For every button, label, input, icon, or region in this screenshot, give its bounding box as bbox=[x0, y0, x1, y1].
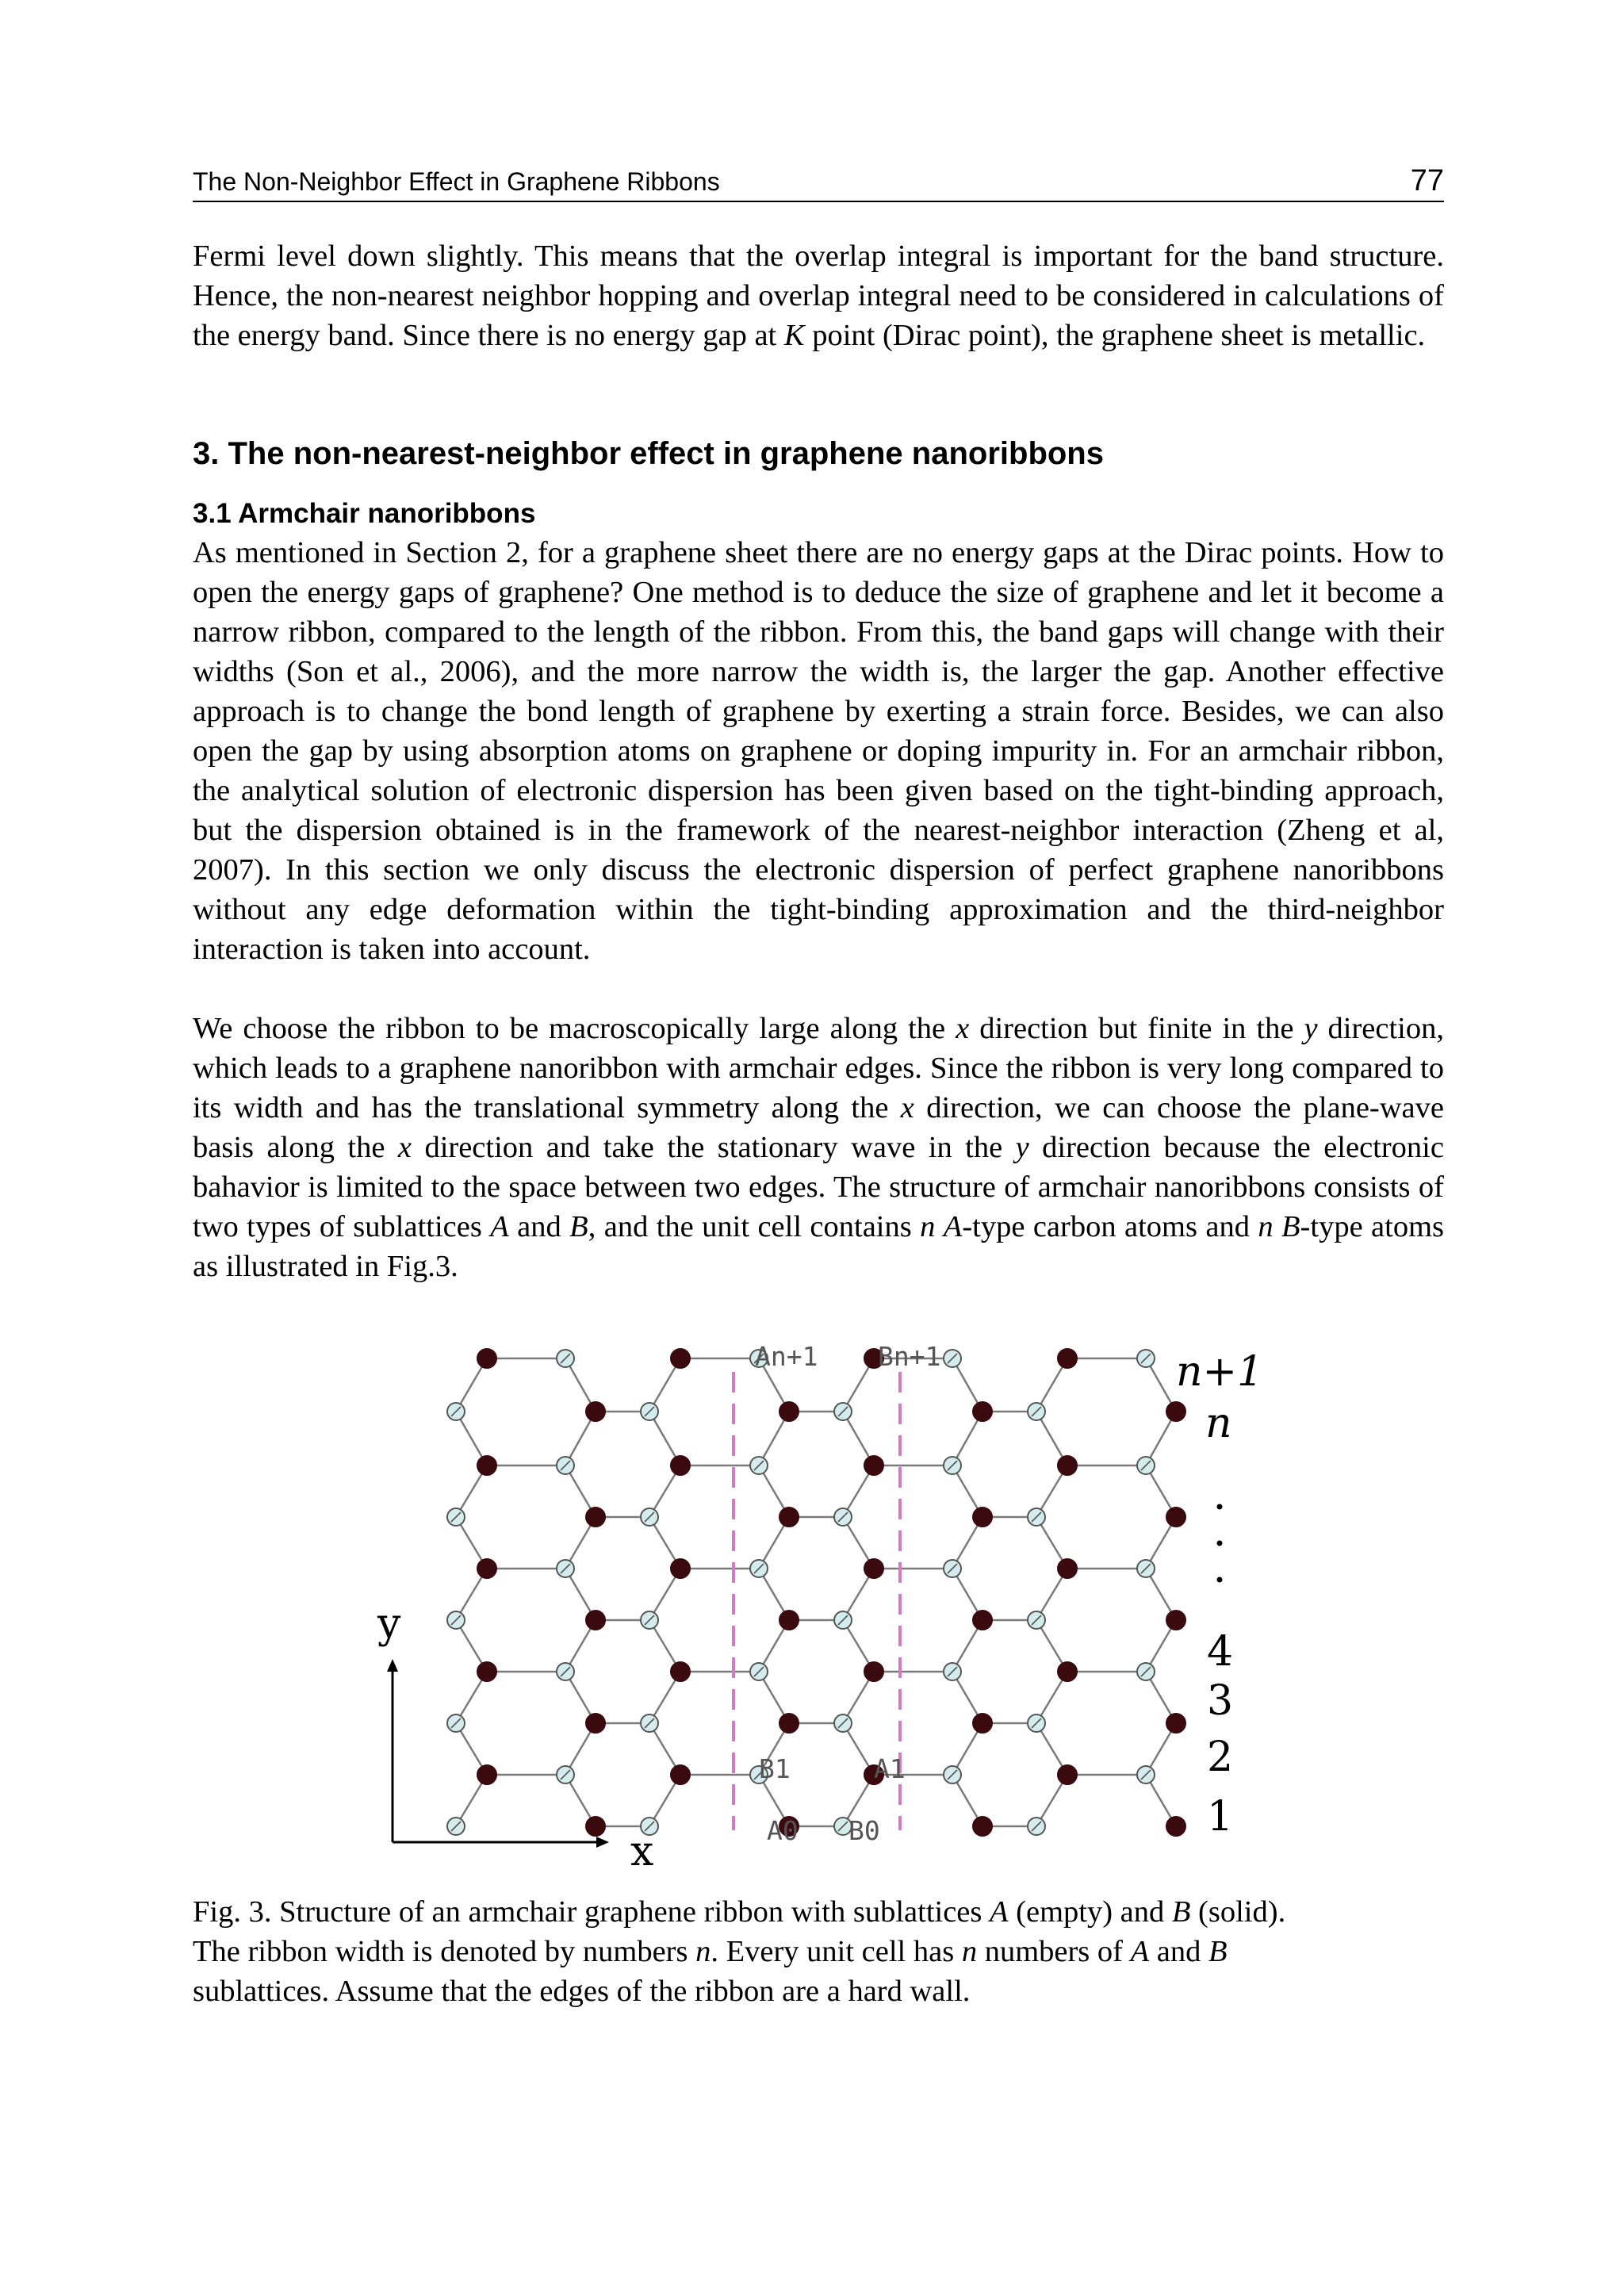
atom-b-solid bbox=[973, 1714, 992, 1733]
subsection-heading: 3.1 Armchair nanoribbons bbox=[193, 498, 536, 529]
atom-b-solid bbox=[671, 1765, 690, 1784]
paragraph-armchair-intro: As mentioned in Section 2, for a graphene sheet there are no energy gaps at the Dirac points. How to open the energy gaps of graphene? One method is to deduce the size of graphene and let it become a narrow ribbon, compared to the length of the ribbon. From this, the band gaps will change with their widths (Son et al., 2006), and the more narrow the width is, the larger the gap. Another effective approach is to change the bond length of graphene by exerting a strain force. Besides, we can also open the gap by using absorption atoms on graphene or doping impurity in. For an armchair ribbon, the analytical solution of electronic dispersion has been given based on the tight-binding approach, but the dispersion obtained is in the framework of the nearest-neighbor interaction (Zheng et al, 2007). In this section we only discuss the electronic dispersion of perfect graphene nanoribbons without any edge deformation within the tight-binding approximation and the third-neighbor interaction is taken into account. bbox=[193, 536, 1444, 966]
atom-b-solid bbox=[973, 1508, 992, 1527]
running-header bbox=[193, 164, 1444, 202]
row-label-2: 2 bbox=[1207, 1734, 1234, 1781]
figure-caption: Fig. 3. Structure of an armchair graphene ribbon with sublattices A (empty) and B (solid). The ribbon width is denoted by numbers n. Every unit cell has n numbers of A and B sublattices. Assume that the edges of the ribbon are a hard wall. bbox=[193, 1895, 1286, 2008]
y-axis-label: y bbox=[377, 1600, 401, 1648]
ellipsis-dots bbox=[1217, 1504, 1223, 1583]
atom-b-solid bbox=[864, 1662, 883, 1681]
label-an1: An+1 bbox=[755, 1341, 818, 1372]
atom-b-solid bbox=[671, 1456, 690, 1475]
atom-b-solid bbox=[1058, 1765, 1077, 1784]
ellipsis-dot bbox=[1217, 1541, 1223, 1546]
atom-b-solid bbox=[477, 1456, 496, 1475]
figure-armchair-ribbon bbox=[373, 1332, 1285, 1887]
axes bbox=[387, 1659, 609, 1848]
atom-b-solid bbox=[864, 1456, 883, 1475]
atom-b-solid bbox=[1058, 1662, 1077, 1681]
atom-b-solid bbox=[671, 1559, 690, 1578]
row-label-1: 1 bbox=[1207, 1793, 1234, 1841]
atom-b-solid bbox=[477, 1559, 496, 1578]
atom-b-solid bbox=[973, 1817, 992, 1836]
page-number: 77 bbox=[1410, 164, 1444, 197]
atom-b-solid bbox=[973, 1402, 992, 1421]
atom-b-solid bbox=[1058, 1349, 1077, 1368]
label-b0: B0 bbox=[848, 1815, 880, 1846]
atom-b-solid bbox=[1058, 1456, 1077, 1475]
x-axis-arrowhead bbox=[596, 1837, 609, 1848]
paragraph-ribbon-structure: We choose the ribbon to be macroscopically large along the x direction but finite in the y direction, which leads to a graphene nanoribbon with armchair edges. Since the ribbon is very long compared to its width and has the translational symmetry along the x direction, we can choose the plane-wave basis along the x direction and take the stationary wave in the y direction because the electronic bahavior is limited to the space between two edges. The structure of armchair nanoribbons consists of two types of sublattices A and B, and the unit cell contains n A-type carbon atoms and n B-type atoms as illustrated in Fig.3. bbox=[193, 1012, 1445, 1283]
atom-b-solid bbox=[477, 1349, 496, 1368]
label-a1: A1 bbox=[874, 1753, 906, 1784]
y-axis-arrowhead bbox=[387, 1659, 398, 1672]
atom-b-solid bbox=[1166, 1508, 1185, 1527]
row-label-n-plus-1: n+1 bbox=[1176, 1348, 1264, 1396]
paragraph-fermi-level: Fermi level down slightly. This means that the overlap integral is important for the band structure. Hence, the non-nearest neighbor hopping and overlap integral need to be considered in calculations of the energy band. Since there is no energy gap at K point (Dirac point), the graphene sheet is metallic. bbox=[193, 239, 1444, 352]
ellipsis-dot bbox=[1217, 1577, 1223, 1583]
atom-b-solid bbox=[586, 1402, 605, 1421]
atom-b-solid bbox=[671, 1662, 690, 1681]
atom-b-solid bbox=[1166, 1817, 1185, 1836]
atom-b-solid bbox=[779, 1402, 799, 1421]
atom-b-solid bbox=[973, 1611, 992, 1630]
atom-b-solid bbox=[477, 1765, 496, 1784]
atom-b-solid bbox=[586, 1508, 605, 1527]
atom-b-solid bbox=[671, 1349, 690, 1368]
atom-b-solid bbox=[864, 1559, 883, 1578]
atom-b-solid bbox=[586, 1611, 605, 1630]
atom-b-solid bbox=[1058, 1559, 1077, 1578]
ellipsis-dot bbox=[1217, 1504, 1223, 1510]
row-label-n: n bbox=[1205, 1400, 1232, 1447]
label-bn1: Bn+1 bbox=[878, 1341, 941, 1372]
x-axis-label: x bbox=[630, 1828, 654, 1875]
atom-b-solid bbox=[1166, 1402, 1185, 1421]
atoms-layer bbox=[447, 1349, 1185, 1836]
atom-b-solid bbox=[477, 1662, 496, 1681]
atom-b-solid bbox=[1166, 1714, 1185, 1733]
section-heading: 3. The non-nearest-neighbor effect in graphene nanoribbons bbox=[193, 436, 1104, 471]
running-title: The Non-Neighbor Effect in Graphene Ribbons bbox=[193, 167, 720, 196]
lattice-diagram bbox=[373, 1332, 1285, 1887]
atom-b-solid bbox=[779, 1508, 799, 1527]
atom-b-solid bbox=[779, 1714, 799, 1733]
row-label-4: 4 bbox=[1207, 1628, 1234, 1676]
label-b1: B1 bbox=[759, 1753, 791, 1784]
row-label-3: 3 bbox=[1207, 1677, 1234, 1725]
atom-b-solid bbox=[1166, 1611, 1185, 1630]
bonds-layer bbox=[456, 1358, 1176, 1826]
atom-b-solid bbox=[779, 1611, 799, 1630]
label-a0: A0 bbox=[767, 1815, 799, 1846]
atom-b-solid bbox=[586, 1817, 605, 1836]
atom-b-solid bbox=[586, 1714, 605, 1733]
